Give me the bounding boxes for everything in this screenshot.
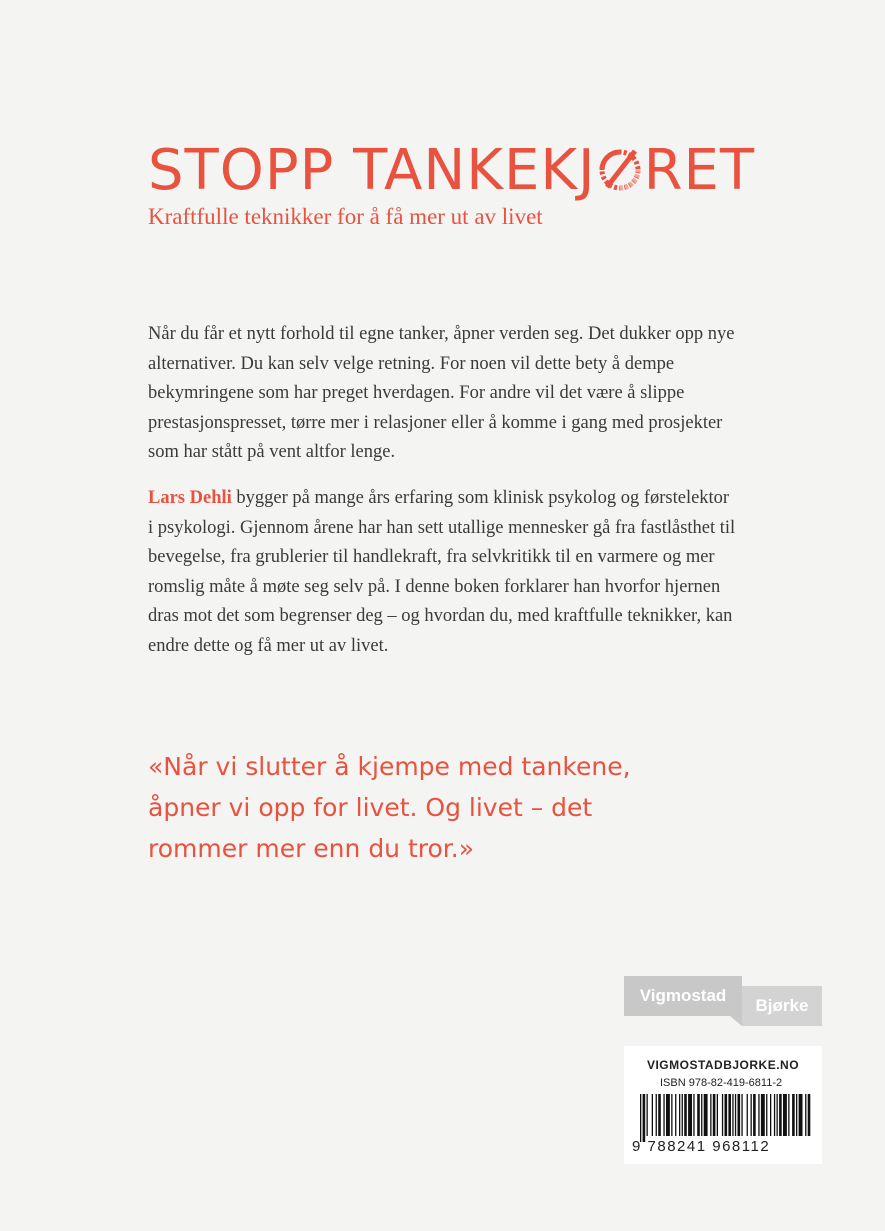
- isbn-number: ISBN 978-82-419-6811-2: [660, 1077, 783, 1089]
- pull-quote: «Når vi slutter å kjempe med tankene, åpner vi opp for livet. Og livet – det rommer mer enn du tror.»: [148, 752, 631, 863]
- logo-text-vigmostad: Vigmostad: [624, 976, 742, 1016]
- logo-text-bjorke: Bjørke: [742, 986, 822, 1026]
- o-slash-icon: [597, 147, 643, 193]
- book-title: [148, 140, 755, 202]
- description-paragraph: Når du får et nytt forhold til egne tanker, åpner verden seg. Det dukker opp nye alternativer. Du kan selv velge retning. For noen vil dette bety å dempe bekymringene som har preget hverdagen. For andre vil det være å slippe prestasjonspresset, tørre mer i relasjoner eller å komme i gang med prosjekter som har stått på vent altfor lenge.: [148, 324, 735, 462]
- title-text-start: STOPP TANKEKJ: [148, 138, 596, 203]
- publisher-website: VIGMOSTADBJORKE.NO: [646, 1058, 800, 1072]
- author-paragraph: [148, 484, 738, 661]
- subtitle: Kraftfulle teknikker for å få mer ut av livet: [148, 204, 543, 229]
- barcode-panel: [624, 1046, 822, 1164]
- title-text-end: RET: [643, 138, 756, 203]
- publisher-logo: [624, 976, 824, 1034]
- barcode-digits: 9 788241 968112: [632, 1138, 771, 1155]
- logo-speech-tail: [730, 1016, 742, 1026]
- author-bio: bygger på mange års erfaring som klinisk psykolog og førstelektor i psykologi. Gjennom årene har han sett utallige mennesker gå fra fastlåsthet til bevegelse, fra grublerier til handlekraft, fra selvkritikk til en varmere og mer romslig måte å møte seg selv på. I denne boken forklarer han hvorfor hjernen dras mot det som begrenser deg – og hvordan du, med kraftfulle teknikker, kan endre dette og få mer ut av livet.: [148, 488, 736, 656]
- author-name: Lars Dehli: [148, 488, 232, 508]
